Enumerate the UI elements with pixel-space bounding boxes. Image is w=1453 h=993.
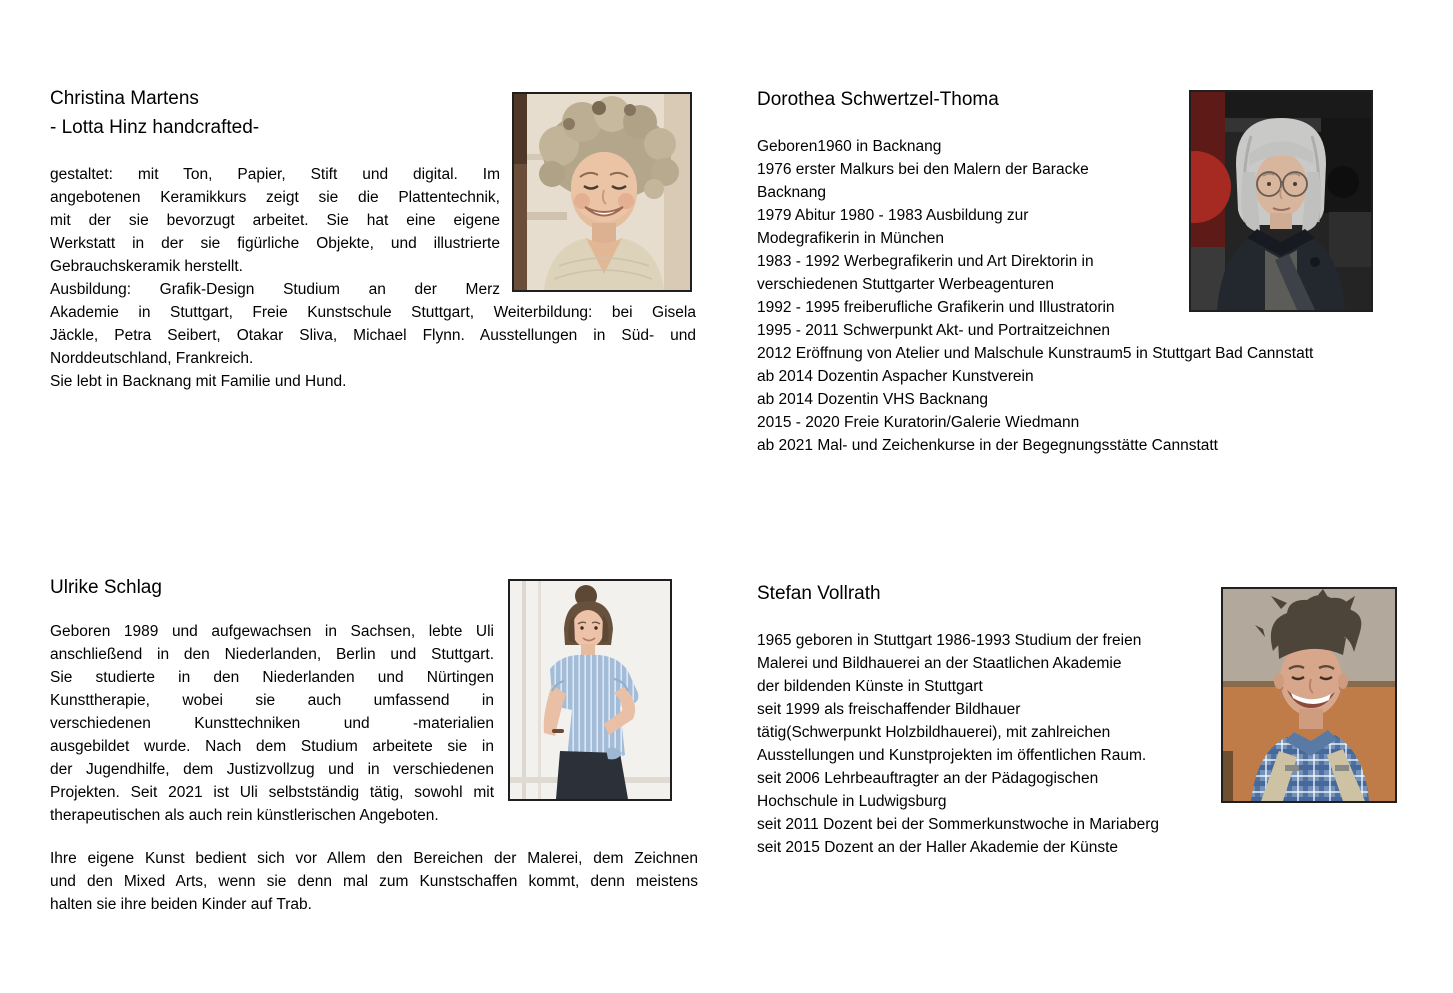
text-line: seit 2011 Dozent bei der Sommerkunstwoche in Mariaberg	[757, 816, 1160, 833]
text-line: angebotenen Keramikkurs zeigt sie die Plattentechnik,	[50, 189, 500, 206]
text-line: Geboren1960 in Backnang	[757, 138, 942, 155]
profile-dorothea-schwertzel-thoma	[757, 85, 1397, 457]
text-line: Jäckle, Petra Seibert, Otakar Sliva, Michael Flynn. Ausstellungen in Süd- und	[50, 327, 696, 344]
text-line: 1992 - 1995 freiberufliche Grafikerin und Illustratorin	[757, 299, 1115, 316]
text-line: seit 2015 Dozent an der Haller Akademie der Künste	[757, 839, 1119, 856]
photo-ulrike-schlag	[508, 579, 672, 801]
text-line: ab 2021 Mal- und Zeichenkurse in der Begegnungsstätte Cannstatt	[757, 437, 1218, 454]
text-line: der bildenden Künste in Stuttgart	[757, 678, 983, 695]
profile-subtitle: - Lotta Hinz handcrafted-	[50, 117, 260, 138]
text-line: 2015 - 2020 Freie Kuratorin/Galerie Wiedmann	[757, 414, 1080, 431]
text-line: 1983 - 1992 Werbegrafikerin und Art Direktorin in	[757, 253, 1094, 270]
text-line: Modegrafikerin in München	[757, 230, 944, 247]
profile-name: Stefan Vollrath	[757, 583, 881, 604]
text-line: Malerei und Bildhauerei an der Staatlichen Akademie	[757, 655, 1122, 672]
profile-name: Dorothea Schwertzel-Thoma	[757, 89, 999, 110]
photo-dorothea-schwertzel-thoma	[1189, 90, 1373, 312]
text-line: der Jugendhilfe, dem Justizvollzug und in verschiedenen	[50, 761, 494, 778]
text-line: therapeutischen als auch rein künstlerischen Angeboten.	[50, 807, 439, 824]
portrait-christina-illustration	[514, 94, 690, 290]
text-line: verschiedenen Stuttgarter Werbeagenturen	[757, 276, 1054, 293]
text-line: Ausstellungen und Kunstprojekten im öffentlichen Raum.	[757, 747, 1147, 764]
text-line: tätig(Schwerpunkt Holzbildhauerei), mit zahlreichen	[757, 724, 1111, 741]
profile-stefan-vollrath	[757, 579, 1397, 859]
text-line: mit der sie bevorzugt arbeitet. Sie hat eine eigene	[50, 212, 500, 229]
text-line: halten sie ihre beiden Kinder auf Trab.	[50, 896, 312, 913]
photo-stefan-vollrath	[1221, 587, 1397, 803]
text-line: Sie lebt in Backnang mit Familie und Hund.	[50, 373, 347, 390]
text-line: ausgebildet wurde. Nach dem Studium arbeitete sie in	[50, 738, 494, 755]
portrait-dorothea-illustration	[1191, 92, 1371, 310]
text-line: verschiedenen Kunsttechniken und -materialien	[50, 715, 494, 732]
text-line: Sie studierte in den Niederlanden und Nürtingen	[50, 669, 494, 686]
text-line: anschließend in den Niederlanden, Berlin und Stuttgart.	[50, 646, 494, 663]
text-line: und den Mixed Arts, wenn sie denn mal zum Kunstschaffen kommt, denn meistens	[50, 873, 698, 890]
text-line: Backnang	[757, 184, 826, 201]
profile-ulrike-schlag	[50, 573, 698, 916]
text-line: 1976 erster Malkurs bei den Malern der Baracke	[757, 161, 1089, 178]
profile-name: Christina Martens	[50, 88, 199, 109]
text-line: 2012 Eröffnung von Atelier und Malschule Kunstraum5 in Stuttgart Bad Cannstatt	[757, 345, 1314, 362]
portrait-ulrike-illustration	[510, 581, 670, 799]
text-line: 1995 - 2011 Schwerpunkt Akt- und Portraitzeichnen	[757, 322, 1110, 339]
text-line: ab 2014 Dozentin VHS Backnang	[757, 391, 988, 408]
text-line: Projekten. Seit 2021 ist Uli selbstständig tätig, sowohl mit	[50, 784, 494, 801]
text-line: seit 2006 Lehrbeauftragter an der Pädagogischen	[757, 770, 1099, 787]
text-line: Hochschule in Ludwigsburg	[757, 793, 947, 810]
profile-name: Ulrike Schlag	[50, 577, 162, 598]
text-line: Ihre eigene Kunst bedient sich vor Allem den Bereichen der Malerei, dem Zeichnen	[50, 850, 698, 867]
text-line: seit 1999 als freischaffender Bildhauer	[757, 701, 1021, 718]
text-line: ab 2014 Dozentin Aspacher Kunstverein	[757, 368, 1034, 385]
photo-christina-martens	[512, 92, 692, 292]
text-line: Norddeutschland, Frankreich.	[50, 350, 254, 367]
text-line: Gebrauchskeramik herstellt.	[50, 258, 243, 275]
text-line: Akademie in Stuttgart, Freie Kunstschule Stuttgart, Weiterbildung: bei Gisela	[50, 304, 696, 321]
text-line: Geboren 1989 und aufgewachsen in Sachsen, lebte Uli	[50, 623, 494, 640]
profile-bio-second-paragraph	[50, 847, 698, 916]
text-line: Ausbildung: Grafik-Design Studium an der Merz	[50, 281, 500, 298]
portrait-stefan-illustration	[1223, 589, 1395, 801]
text-line: 1965 geboren in Stuttgart 1986-1993 Studium der freien	[757, 632, 1142, 649]
text-line: gestaltet: mit Ton, Papier, Stift und digital. Im	[50, 166, 500, 183]
text-line: Werkstatt in der sie figürliche Objekte, und illustrierte	[50, 235, 500, 252]
text-line: Kunsttherapie, wobei sie auch umfassend in	[50, 692, 494, 709]
text-line: 1979 Abitur 1980 - 1983 Ausbildung zur	[757, 207, 1029, 224]
profile-christina-martens	[50, 84, 696, 393]
